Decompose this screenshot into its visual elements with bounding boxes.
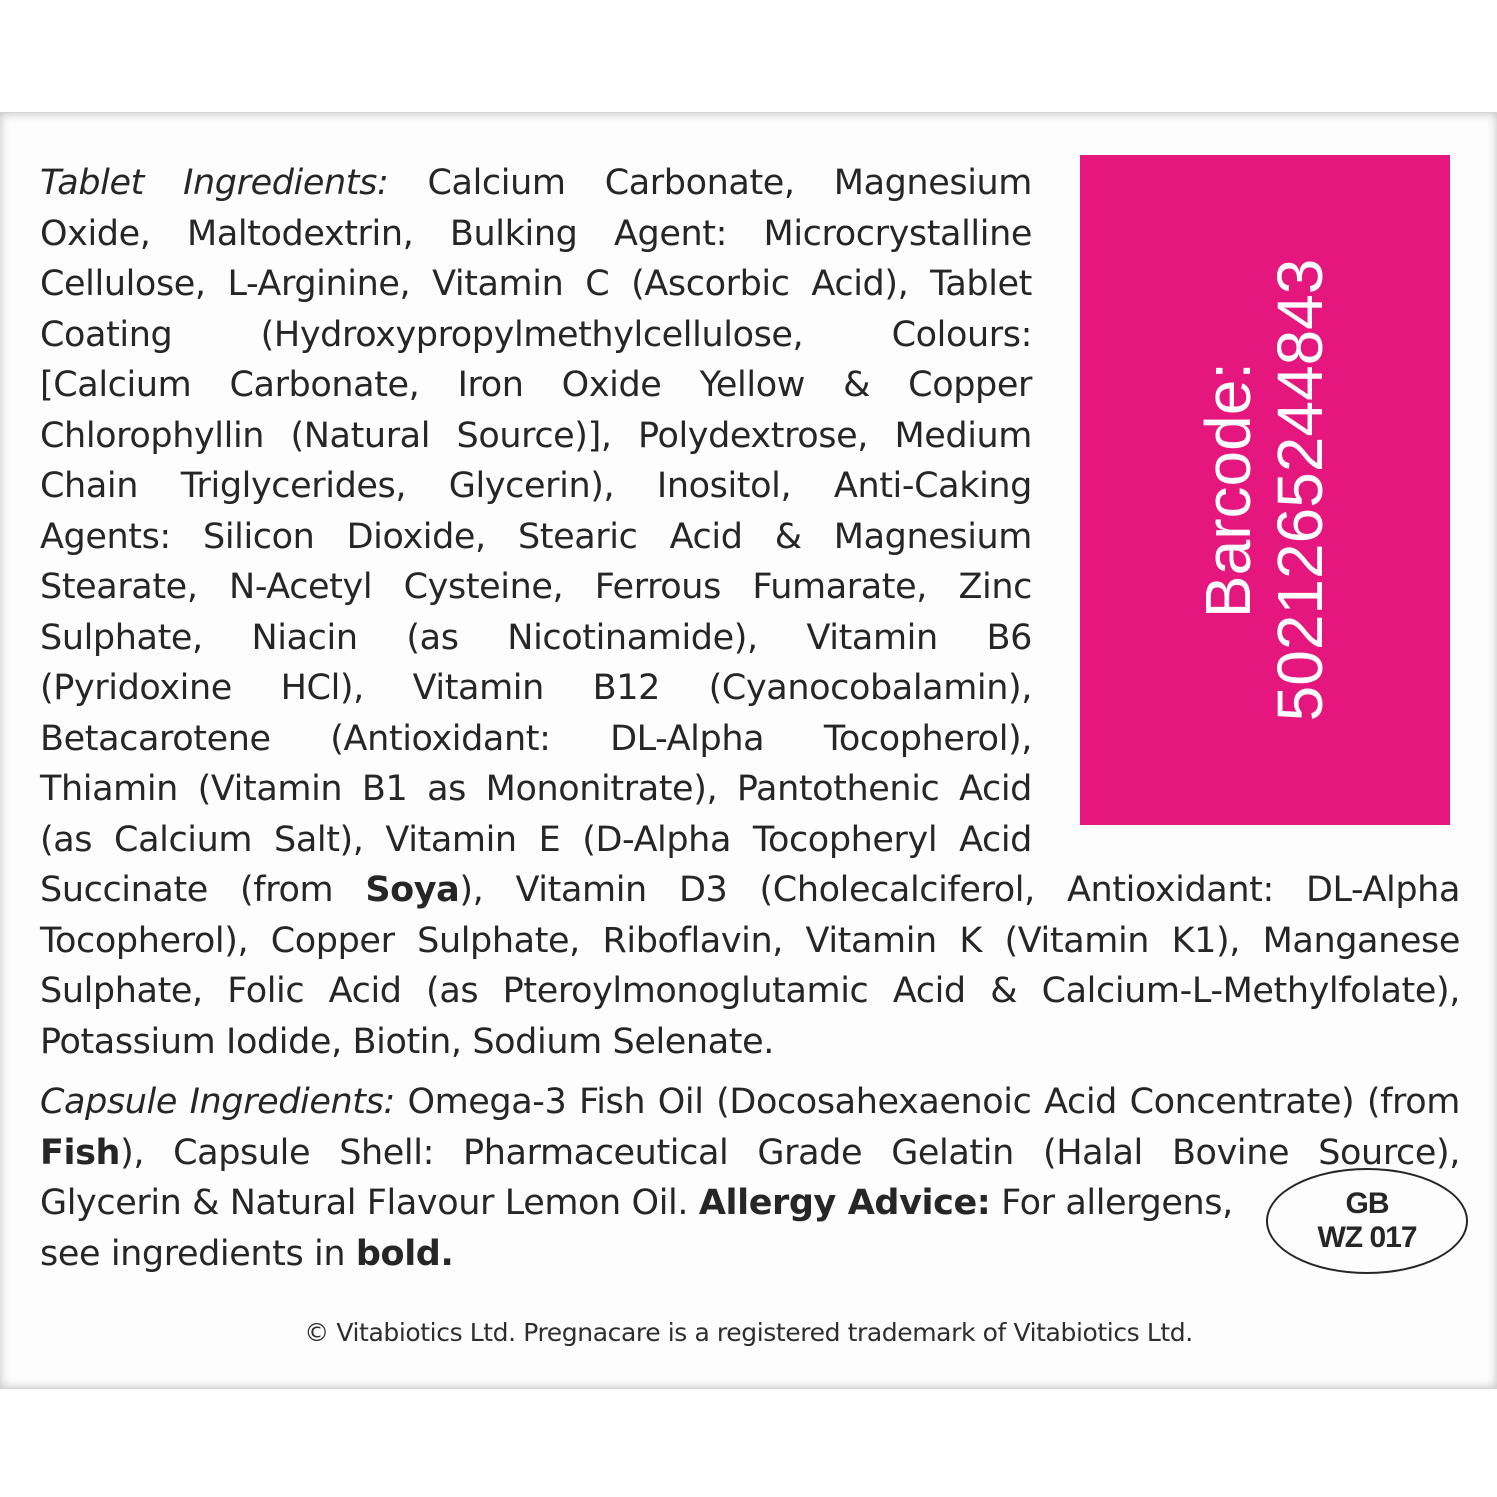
capsule-ingredients-text-1: Omega-3 Fish Oil (Docosahexaenoic Acid Concentrate) (from (394, 1082, 1460, 1122)
ingredients-block (40, 158, 1460, 1279)
barcode-spacer (1032, 158, 1460, 848)
capsule-ingredients-text-2: ), Capsule Shell: Pharmaceutical Grade Gelatin (Halal Bovine Source), Glycerin & Natural Flavour Lemon Oil. (40, 1132, 1460, 1223)
allergy-advice-text: For allergens, (990, 1183, 1233, 1223)
tablet-ingredients-text-2: ), Vitamin D3 (Cholecalciferol, Antioxidant: DL-Alpha Tocopherol), Copper Sulphate, Riboflavin, Vitamin K (Vitamin K1), Manganese Sulphate, Folic Acid (as Pteroylmonoglutamic Acid & Calcium-L-Methylfolate), Potassium Iodide, Biotin, Sodium Selenate. (40, 870, 1461, 1062)
tablet-ingredients-heading: Tablet Ingredients: (40, 163, 389, 203)
allergen-soya: Soya (365, 870, 460, 910)
tablet-ingredients-text-1: Calcium Carbonate, Magnesium Oxide, Maltodextrin, Bulking Agent: Microcrystalline Cellulose, L-Arginine, Vitamin C (Ascorbic Acid), Tablet Coating (Hydroxypropylmethylcellulose, Colours: [Calcium Carbonate, Iron Oxide Yellow & Copper Chlorophyllin (Natural Source)], Polydextrose, Medium Chain Triglycerides, Glycerin), Inositol, Anti-Caking Agents: Silicon Dioxide, Stearic Acid & Magnesium Stearate, N-Acetyl Cysteine, Ferrous Fumarate, Zinc Sulphate, Niacin (as Nicotinamide), Vitamin B6 (Pyridoxine HCl), Vitamin B12 (Cyanocobalamin), Betacarotene (Antioxidant: DL-Alpha Tocopherol), Thiamin (Vitamin B1 as Mononitrate), Pantothenic Acid (as Calcium Salt), Vitamin E (D-Alpha Tocopheryl Acid Succinate (from (40, 163, 1032, 910)
health-mark-country: GB (1345, 1186, 1389, 1220)
capsule-ingredients (40, 1077, 1460, 1229)
allergy-advice-bold-word: bold. (355, 1233, 454, 1274)
allergen-fish: Fish (40, 1132, 121, 1173)
health-mark-oval (1266, 1168, 1468, 1274)
copyright-notice: © Vitabiotics Ltd. Pregnacare is a registered trademark of Vitabiotics Ltd. (304, 1318, 1193, 1347)
allergy-advice-note (40, 1229, 1460, 1280)
allergy-advice-heading: Allergy Advice: (698, 1183, 991, 1223)
barcode-number: 5021265244843 (1264, 258, 1336, 722)
allergy-advice-note-text: see ingredients in (40, 1233, 356, 1274)
capsule-ingredients-heading: Capsule Ingredients: (40, 1082, 395, 1122)
barcode-label: Barcode: (1192, 361, 1265, 619)
health-mark-code: WZ 017 (1317, 1221, 1417, 1254)
